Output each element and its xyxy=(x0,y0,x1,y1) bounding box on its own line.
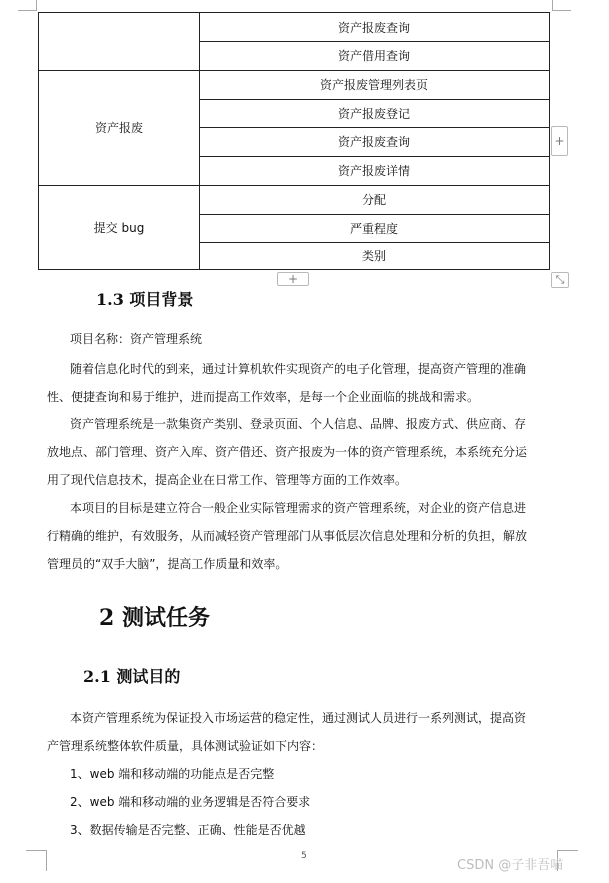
paragraph-line: 本资产管理系统为保证投入市场运营的稳定性，通过测试人员进行一系列测试，提高资 xyxy=(70,711,527,725)
crop-mark-top-left xyxy=(18,0,37,11)
group-label: 资产报废 xyxy=(94,121,143,135)
group-label: 提交 bug xyxy=(93,220,145,235)
table-resize-handle[interactable]: ⤡ xyxy=(551,272,569,288)
table-cell: 资产报废详情 xyxy=(337,164,410,178)
list-item: 1、web 端和移动端的功能点是否完整 xyxy=(70,767,275,781)
list-item: 2、web 端和移动端的业务逻辑是否符合要求 xyxy=(70,795,311,809)
paragraph-line: 项目名称：资产管理系统 xyxy=(70,332,203,346)
paragraph-line: 随着信息化时代的到来，通过计算机软件实现资产的电子化管理，提高资产管理的准确 xyxy=(70,362,527,376)
table-cell: 资产报废管理列表页 xyxy=(319,78,428,92)
add-row-handle[interactable]: + xyxy=(277,272,309,286)
list-item: 3、数据传输是否完整、正确、性能是否优越 xyxy=(70,823,306,837)
paragraph-line: 用了现代信息技术，提高企业在日常工作、管理等方面的工作效率。 xyxy=(47,473,408,487)
table-cell: 资产报废查询 xyxy=(337,20,410,35)
paragraph-line: 行精确的维护，有效服务，从而减轻资产管理部门从事低层次信息处理和分析的负担，解放 xyxy=(47,529,528,543)
paragraph-line: 性、便捷查询和易于维护，进而提高工作效率，是每一个企业面临的挑战和需求。 xyxy=(47,390,480,404)
paragraph-line: 资产管理系统是一款集资产类别、登录页面、个人信息、品牌、报废方式、供应商、存 xyxy=(70,417,527,431)
crop-mark-top-right xyxy=(552,0,571,11)
add-column-handle[interactable]: + xyxy=(551,126,568,156)
page-number: 5 xyxy=(301,851,307,861)
table-cell: 资产报废登记 xyxy=(337,106,410,121)
table-cell: 类别 xyxy=(361,249,386,263)
chapter-heading: 2 测试任务 xyxy=(99,605,210,631)
paragraph-line: 本项目的目标是建立符合一般企业实际管理需求的资产管理系统，对企业的资产信息进 xyxy=(70,501,527,515)
paragraph-line: 放地点、部门管理、资产入库、资产借还、资产报废为一体的资产管理系统，本系统充分运 xyxy=(47,445,528,459)
feature-table xyxy=(38,12,550,270)
table-cell: 资产借用查询 xyxy=(337,49,410,63)
crop-mark-bottom-left xyxy=(26,850,47,871)
watermark: CSDN @子非吾喵 xyxy=(457,858,564,873)
paragraph-line: 产管理系统整体软件质量，具体测试验证如下内容： xyxy=(47,739,324,753)
table-cell: 分配 xyxy=(361,193,386,207)
section-heading: 1.3 项目背景 xyxy=(96,290,194,309)
table-cell: 资产报废查询 xyxy=(337,135,410,149)
paragraph-line: 管理员的“双手大脑”，提高工作质量和效率。 xyxy=(47,557,288,571)
table-cell: 严重程度 xyxy=(349,221,398,236)
section-heading: 2.1 测试目的 xyxy=(83,667,181,686)
